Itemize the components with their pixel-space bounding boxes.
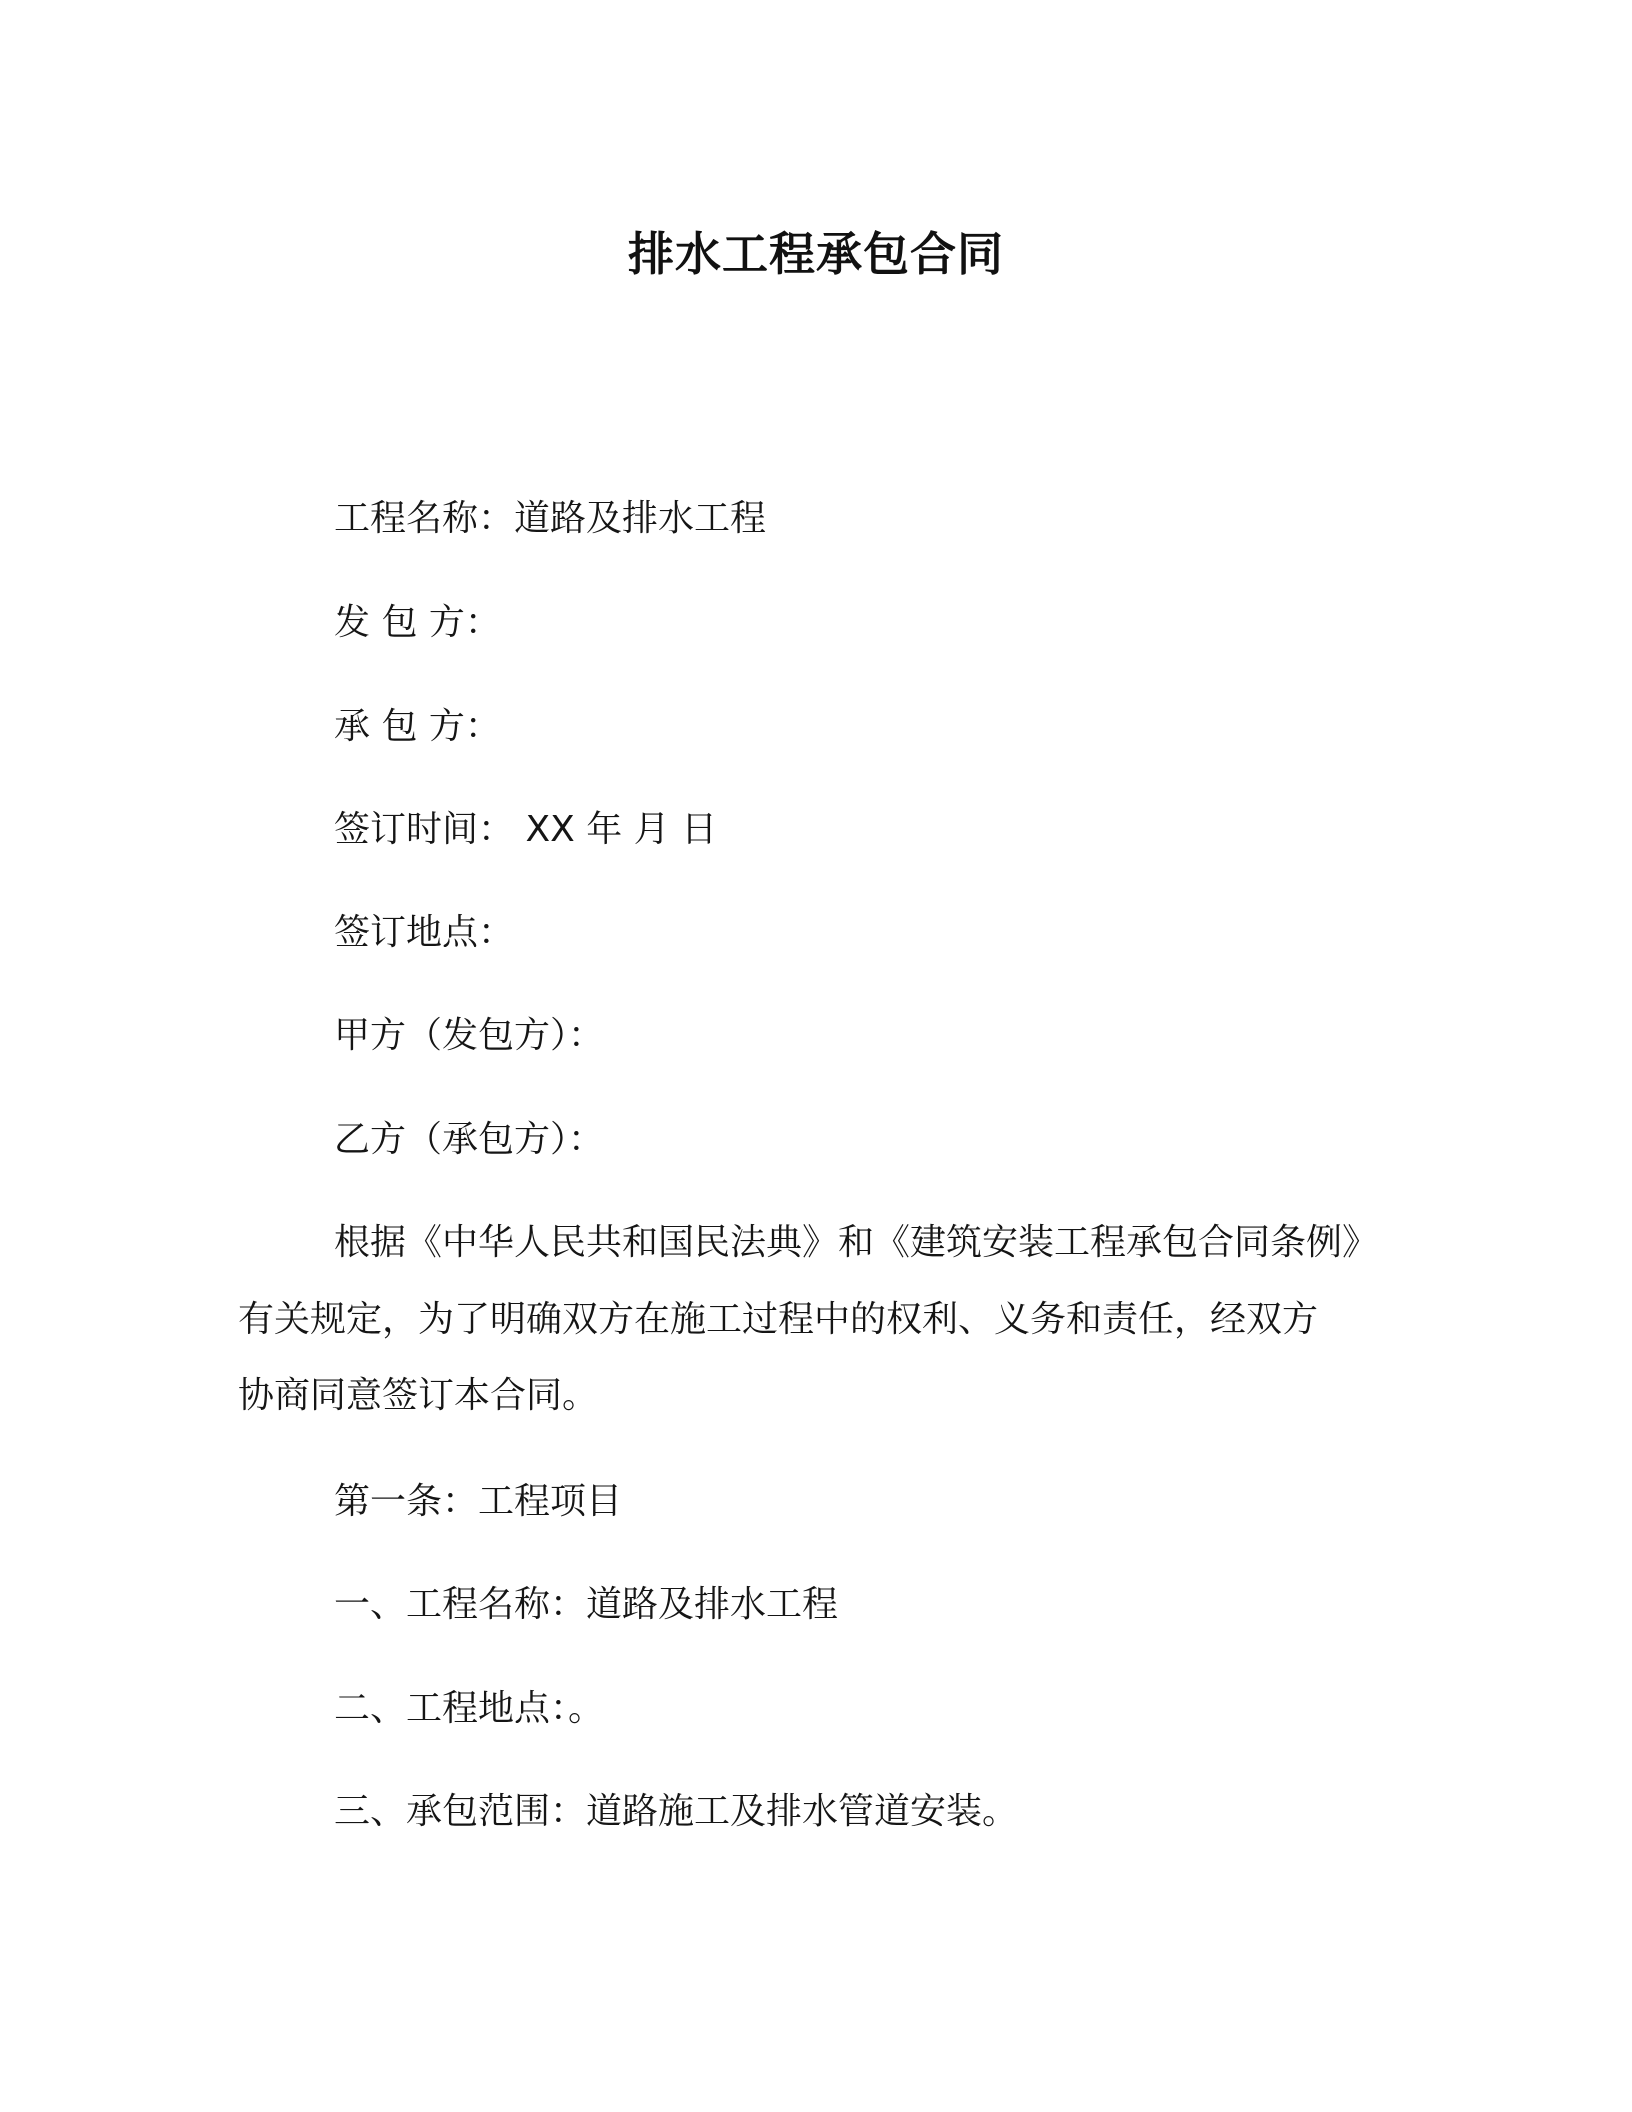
field-project-name <box>334 494 766 544</box>
field-label: 甲方（发包方）： <box>334 1015 605 1056</box>
field-label: 工程名称： <box>334 498 515 539</box>
field-label: 乙方（承包方）： <box>334 1119 605 1160</box>
field-label: 承 包 方： <box>334 706 501 747</box>
field-signing-date <box>334 805 717 855</box>
article-1-item-3: 三、承包范围：道路施工及排水管道安装。 <box>334 1791 1019 1832</box>
article-1-item-1: 一、工程名称：道路及排水工程 <box>334 1584 839 1625</box>
article-1-heading: 第一条：工程项目 <box>334 1481 623 1522</box>
document-title: 排水工程承包合同 <box>628 227 1004 281</box>
field-signing-place <box>334 908 514 958</box>
field-value: 道路及排水工程 <box>514 498 767 539</box>
field-employer <box>334 598 501 648</box>
field-label: 签订时间： <box>334 809 515 850</box>
field-contractor <box>334 702 501 752</box>
field-value: XX 年 月 日 <box>514 809 718 850</box>
field-party-b <box>334 1115 604 1165</box>
article-1-item-2: 二、工程地点：。 <box>334 1688 605 1729</box>
field-label: 发 包 方： <box>334 602 501 643</box>
preamble-line-2: 有关规定，为了明确双方在施工过程中的权利、义务和责任，经双方 <box>238 1299 1319 1340</box>
preamble-line-3: 协商同意签订本合同。 <box>238 1375 599 1416</box>
field-label: 签订地点： <box>334 912 515 953</box>
preamble-line-1: 根据《中华人民共和国民法典》和《建筑安装工程承包合同条例》 <box>334 1222 1379 1263</box>
field-party-a <box>334 1011 604 1061</box>
